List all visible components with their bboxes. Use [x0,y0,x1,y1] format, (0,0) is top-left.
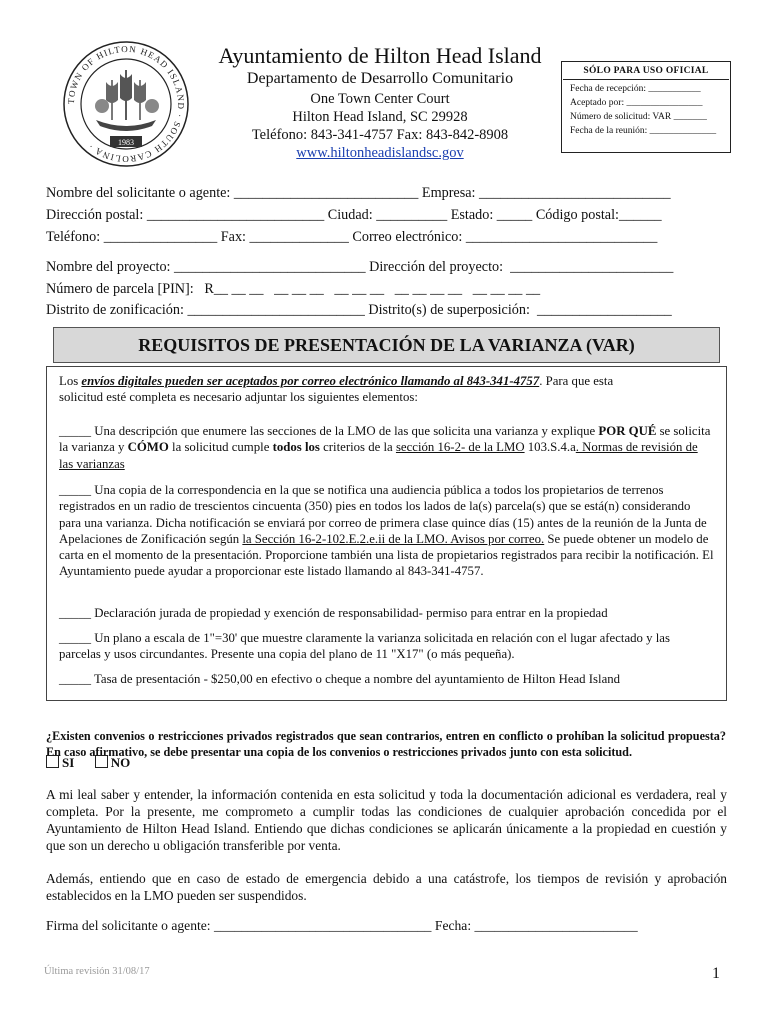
address-line-2: Hilton Head Island, SC 29928 [292,109,468,125]
requirements-box [46,366,727,701]
office-use-title: SÓLO PARA USO OFICIAL [563,62,729,80]
website-line [205,145,555,162]
yes-label: SI [62,755,75,770]
department-name: Departamento de Desarrollo Comunitario [246,70,514,87]
requirement-item-site-plan: _____ Un plano a escala de 1"=30' que muestre claramente la varianza solicitada en relación con el lugar afectado y las parcelas y usos circundantes. Presente una copia del plano de 11 "X17" (o más pequeña). [59,631,670,662]
website-link[interactable]: www.hiltonheadislandsc.gov [296,145,464,161]
signature-date-row[interactable]: Firma del solicitante o agente: ________________________________ Fecha: ________________________ [46,918,638,933]
requirement-checkline[interactable]: _____ [59,672,91,686]
town-seal-logo [62,40,190,168]
application-number-field[interactable]: Número de solicitud: VAR _______ [570,112,707,122]
requirement-checkline[interactable]: _____ [59,483,91,497]
covenants-options [46,755,130,771]
requirement-checkline[interactable]: _____ [59,606,91,620]
requirement-item-correspondence: _____ Una copia de la correspondencia en la que se notifica una audiencia pública a todos los propietarios de terrenos registrados en un radio de trescientos cincuenta (350) pies en todos los lados de la(s) parcela(s) que se está(n) considerando para una varianza. Dicha notificación se enviará por correo de primera clase quince días (15) antes de la reunión de la Junta de Apelaciones de Zonificación según la Sección 16-2-102.E.2.e.ii de la LMO. Avisos por correo. Se puede obtener un modelo de carta en el momento de la presentación. Proporcione también una lista de propietarios registrados para recibir la notificación. El Ayuntamiento puede ayudar a proporcionar este listado llamando al 843-341-4757. [59,483,714,579]
town-name-title: Ayuntamiento de Hilton Head Island [218,43,542,68]
address-line-1: One Town Center Court [310,91,450,107]
certification-paragraph: A mi leal saber y entender, la información contenida en esta solicitud y toda la documentación adicional es verdadera, real y completa. Por la presente, me comprometo a cumplir todas las condiciones de cualquier aprobación concedida por el Ayuntamiento de Hilton Head Island. Entiendo que dichas condiciones se aplicarán únicamente a la propiedad en cuestión y que son un derecho u obligación transferible por venta. [46,787,727,853]
yes-checkbox[interactable] [46,755,59,768]
no-checkbox[interactable] [95,755,108,768]
digital-submission-note: envíos digitales pueden ser aceptados por correo electrónico llamando al 843-341-4757 [81,374,540,388]
requirement-item-description: _____ Una descripción que enumere las secciones de la LMO de las que solicita una varianza y explique POR QUÉ se solicita la varianza y CÓMO la solicitud cumple todos los criterios de la sección 16-2- de la LMO 103.S.4.a. Normas de revisión de las varianzas [59,424,711,471]
mailing-address-row[interactable]: Dirección postal: _________________________ Ciudad: __________ Estado: _____ Código postal:______ [46,207,662,223]
no-label: NO [110,755,131,770]
seal-ring-text: TOWN OF HILTON HEAD ISLAND · SOUTH CAROLINA · [65,43,187,165]
office-use-box [561,61,731,153]
seal-year: 1983 [118,138,134,147]
phone-fax-email-row[interactable]: Teléfono: ________________ Fax: ______________ Correo electrónico: ___________________________ [46,229,658,245]
phone-fax-line: Teléfono: 843-341-4757 Fax: 843-842-8908 [251,127,509,143]
meeting-date-field[interactable]: Fecha de la reunión: ______________ [570,126,717,136]
requirement-checkline[interactable]: _____ [59,631,91,645]
received-date-field[interactable]: Fecha de recepción: ___________ [570,84,701,94]
requirement-item-affidavit: _____ Declaración jurada de propiedad y exención de responsabilidad- permiso para entrar en la propiedad [59,606,608,620]
requirements-intro: Los envíos digitales pueden ser aceptados por correo electrónico llamando al 843-341-4757. Para que esta solicitud esté completa es necesario adjuntar los siguientes elementos: [59,374,614,405]
page-number: 1 [712,965,720,982]
accepted-by-field[interactable]: Aceptado por: ________________ [570,98,703,108]
requirement-item-fee: _____ Tasa de presentación - $250,00 en efectivo o cheque a nombre del ayuntamiento de Hilton Head Island [59,672,621,686]
covenants-question: ¿Existen convenios o restricciones privados registrados que sean contrarios, entren en conflicto o prohíban la solicitud propuesta? En caso afirmativo, se debe presentar una copia de los convenios o restricciones privados junto con esta solicitud. [46,729,726,759]
requirement-checkline[interactable]: _____ [59,424,91,438]
zoning-district-row[interactable]: Distrito de zonificación: _________________________ Distrito(s) de superposición: ___________________ [46,302,672,318]
emergency-paragraph: Además, entiendo que en caso de estado de emergencia debido a una catástrofe, los tiempos de revisión y aprobación establecidos en la LMO pueden ser suspendidos. [46,871,727,903]
project-name-address-row[interactable]: Nombre del proyecto: ___________________________ Dirección del proyecto: _______________________ [46,259,674,275]
requirements-banner: REQUISITOS DE PRESENTACIÓN DE LA VARIANZA (VAR) [53,327,720,363]
applicant-company-row[interactable]: Nombre del solicitante o agente: __________________________ Empresa: ___________________________ [46,185,671,201]
revision-footer: Última revisión 31/08/17 [44,966,150,977]
parcel-pin-row[interactable]: Número de parcela [PIN]: R__ __ __ __ __ __ __ __ __ __ __ __ __ __ __ __ __ [46,281,541,297]
